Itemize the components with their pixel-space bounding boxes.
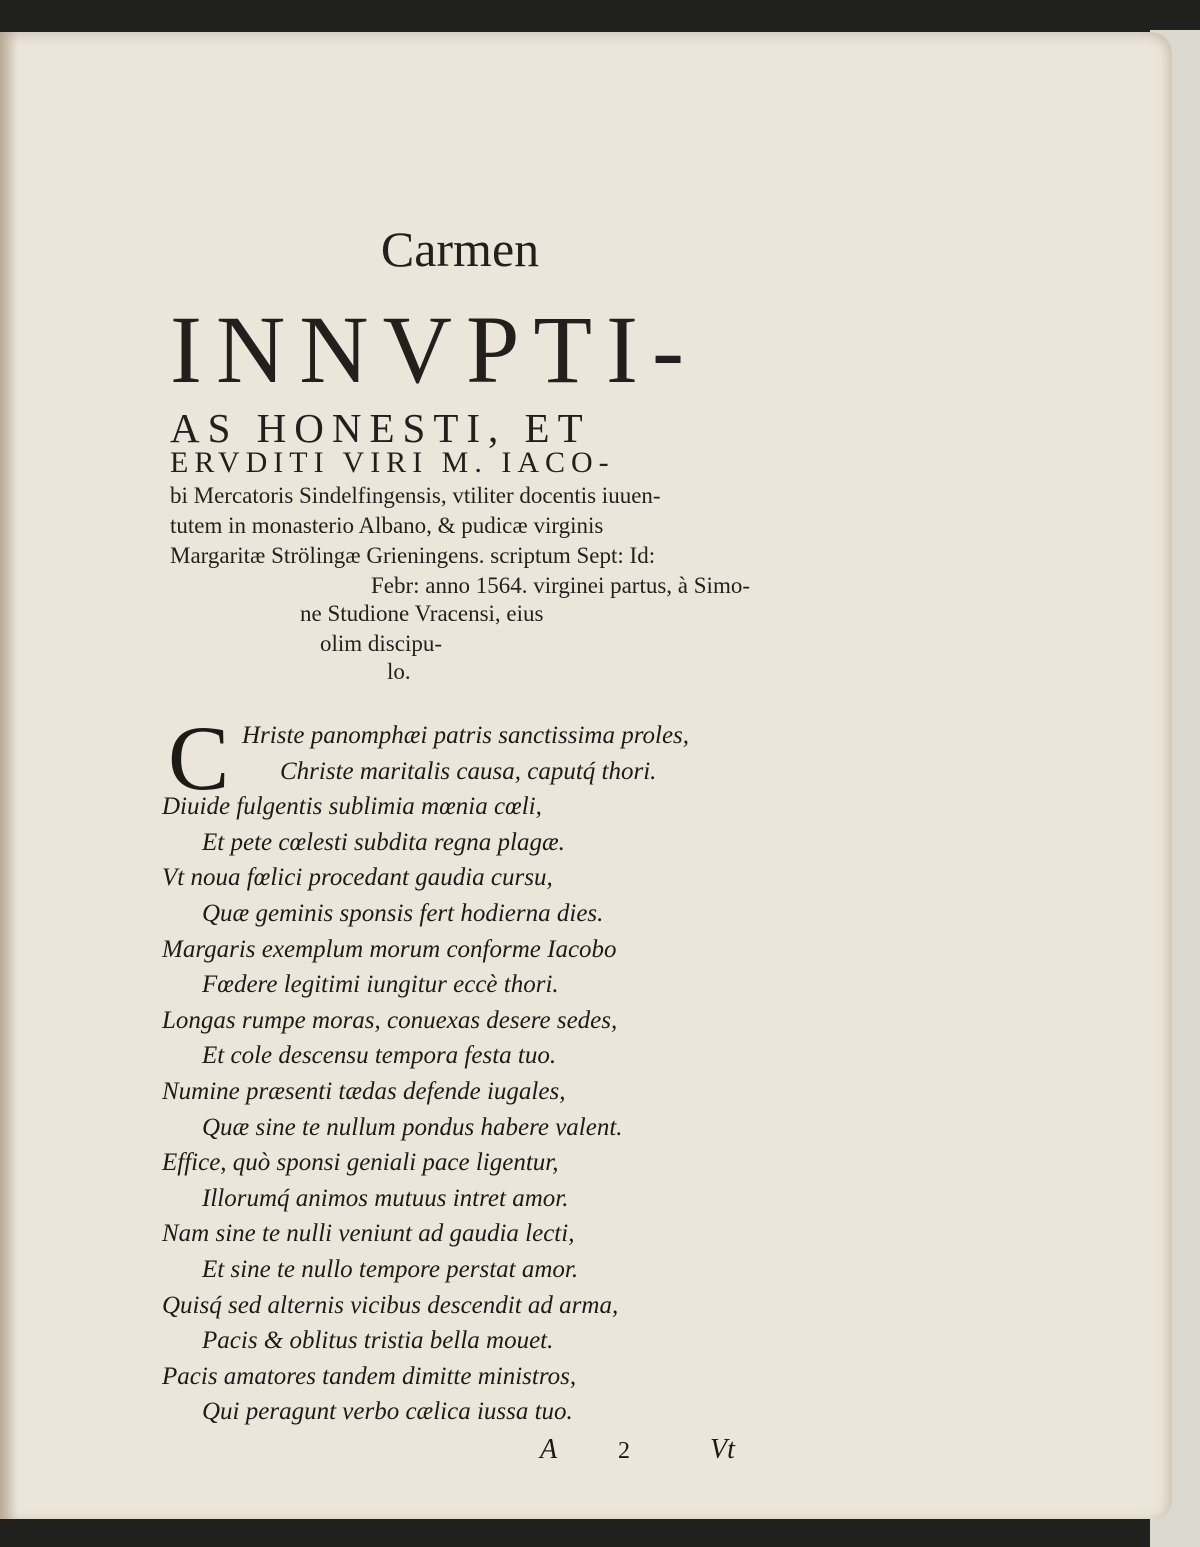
title-carmen: Carmen (380, 221, 540, 277)
poem-line: Quæ geminis sponsis fert hodierna dies. (202, 900, 604, 927)
poem-line: Pacis amatores tandem dimitte ministros, (162, 1362, 577, 1390)
poem-line: Et pete cœlesti subdita regna plagæ. (202, 828, 565, 856)
poem-line: Christe maritalis causa, caputq́ thori. (280, 757, 657, 785)
poem-line: Margaris exemplum morum conforme Iacobo (162, 935, 617, 963)
poem-line: Et cole descensu tempora festa tuo. (202, 1042, 557, 1070)
poem-line: Vt noua fœlici procedant gaudia cursu, (162, 864, 553, 892)
title-large-caps: INNVPTI- (170, 296, 698, 403)
signature-mark: A (540, 1434, 558, 1465)
title-line-3: Margaritæ Strölingæ Grieningens. scriptum Sept: Id: (170, 543, 656, 568)
title-line-6: olim discipu- (320, 631, 443, 656)
drop-cap: C (168, 707, 230, 809)
poem-line: Qui peragunt verbo cælica iussa tuo. (202, 1398, 573, 1426)
poem-line: Pacis & oblitus tristia bella mouet. (202, 1327, 554, 1355)
poem-line: Hriste panomphæi patris sanctissima proles, (242, 722, 690, 749)
poem-line: Quæ sine te nullum pondus habere valent. (202, 1113, 623, 1141)
poem-line: Nam sine te nulli veniunt ad gaudia lecti, (162, 1220, 575, 1248)
title-line-7: lo. (387, 659, 411, 684)
poem-line: Et sine te nullo tempore perstat amor. (202, 1256, 579, 1283)
title-line-4: Febr: anno 1564. virginei partus, à Simo- (370, 573, 750, 598)
signature-number: 2 (618, 1438, 630, 1464)
poem-line: Numine præsenti tædas defende iugales, (162, 1078, 566, 1105)
poem-line: Longas rumpe moras, conuexas desere sedes, (162, 1006, 618, 1034)
title-line-5: ne Studione Vracensi, eius (300, 601, 544, 626)
title-line-1: bi Mercatoris Sindelfingensis, vtiliter docentis iuuen- (170, 483, 661, 508)
book-page (0, 32, 1172, 1519)
poem-line: Diuide fulgentis sublimia mœnia cœli, (162, 793, 542, 821)
poem-line: Quisq́ sed alternis vicibus descendit ad arma, (162, 1291, 619, 1319)
title-caps-line-2: ERVDITI VIRI M. IACO- (170, 446, 615, 479)
title-caps-line-1: AS HONESTI, ET (170, 405, 591, 451)
catchword: Vt (710, 1434, 735, 1465)
poem-line: Illorumq́ animos mutuus intret amor. (202, 1184, 569, 1212)
poem-line: Fœdere legitimi iungitur eccè thori. (202, 971, 559, 999)
title-line-2: tutem in monasterio Albano, & pudicæ virginis (170, 513, 604, 538)
poem-line: Effice, quò sponsi geniali pace ligentur, (162, 1149, 559, 1177)
